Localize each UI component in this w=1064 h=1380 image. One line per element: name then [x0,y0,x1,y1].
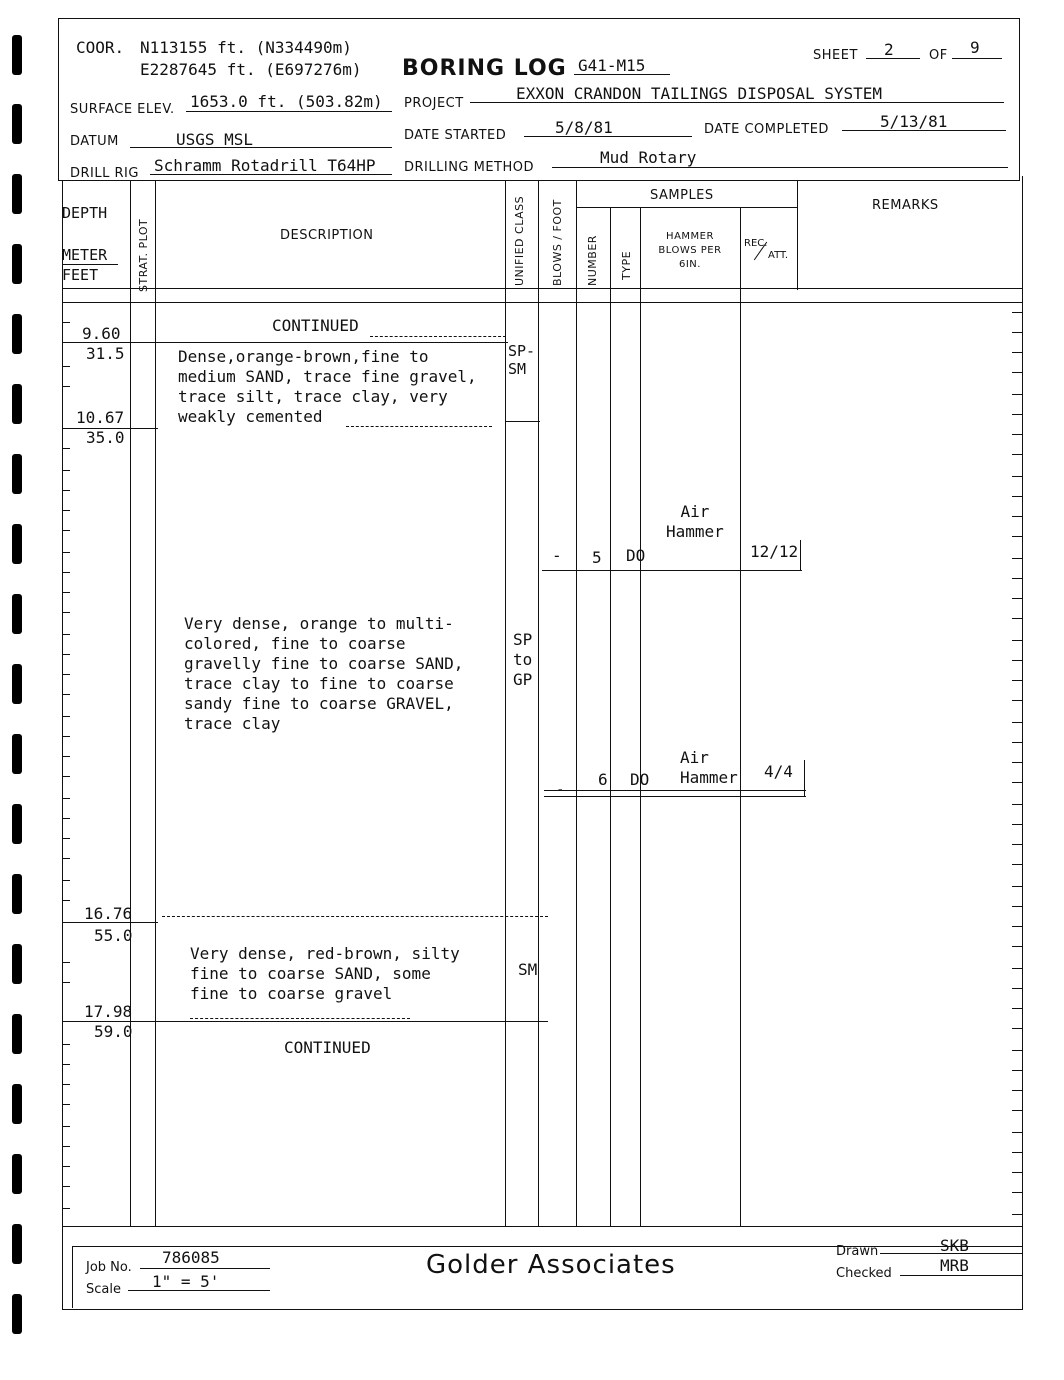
att-header: ATT. [768,250,789,261]
job-no-value: 786085 [162,1248,220,1267]
sample-5-hammer-blows: Air Hammer [666,502,724,541]
remarks-header: REMARKS [872,198,939,213]
stratum-3-class: SM [518,960,538,979]
depth-feet-1: 31.5 [86,344,125,363]
drawn-label: Drawn [836,1244,879,1259]
depth-meter-4: 17.98 [84,1002,133,1021]
sample-6-blows-foot: - [556,782,565,798]
strat-plot-header: STRAT. PLOT [137,218,150,292]
meter-header: METER [62,246,108,264]
company-name: Golder Associates [426,1250,676,1280]
sample-6-rec-att: 4/4 [764,762,793,781]
type-header: TYPE [620,250,633,280]
coor-line2: E2287645 ft. (E697276m) [140,60,362,79]
scale-value: 1" = 5' [152,1272,220,1291]
depth-header: DEPTH [62,204,108,222]
drill-rig-label: DRILL RIG [70,166,139,181]
depth-meter-2: 10.67 [76,408,125,427]
sample-6-type: DO [630,770,650,789]
stratum-continued-top: CONTINUED [272,316,359,335]
stratum-continued-bottom: CONTINUED [284,1038,371,1057]
sample-6-number: 6 [598,770,608,789]
stratum-3-description: Very dense, red-brown, silty fine to coarse SAND, some fine to coarse gravel [190,944,460,1003]
sample-5-blows-foot: - [552,546,562,565]
datum-label: DATUM [70,134,119,149]
scale-label: Scale [86,1282,121,1297]
number-header: NUMBER [586,235,599,286]
checked-value: MRB [940,1256,969,1275]
checked-label: Checked [836,1266,892,1281]
datum-value: USGS MSL [176,130,254,149]
date-completed-label: DATE COMPLETED [704,122,829,137]
boring-log-title: BORING LOG [402,56,567,81]
blows-foot-header: BLOWS / FOOT [551,199,564,286]
drilling-method-value: Mud Rotary [600,148,697,167]
stratum-2-class: SP to GP [513,630,533,689]
depth-feet-3: 55.0 [94,926,133,945]
rec-header: REC. [744,238,768,249]
stratum-1-class: SP- SM [508,342,536,378]
log-id: G41-M15 [578,56,646,75]
date-started-label: DATE STARTED [404,128,507,143]
hammer-blows-header: HAMMER BLOWS PER 6IN. [658,231,722,270]
depth-feet-4: 59.0 [94,1022,133,1041]
depth-meter-1: 9.60 [82,324,121,343]
depth-feet-2: 35.0 [86,428,125,447]
project-value: EXXON CRANDON TAILINGS DISPOSAL SYSTEM [516,84,883,103]
feet-header: FEET [62,266,99,284]
depth-meter-3: 16.76 [84,904,133,923]
surface-elev-label: SURFACE ELEV. [70,102,175,117]
coor-line1: N113155 ft. (N334490m) [140,38,352,57]
job-no-label: Job No. [86,1260,132,1275]
sheet-total: 9 [970,38,980,57]
drawn-value: SKB [940,1236,969,1255]
sample-5-number: 5 [592,548,602,567]
description-header: DESCRIPTION [280,228,374,243]
sample-5-rec-att: 12/12 [750,542,799,561]
sample-6-hammer-blows: Air Hammer [680,748,738,787]
sample-5-type: DO [626,546,646,565]
surface-elev-value: 1653.0 ft. (503.82m) [190,92,383,111]
project-label: PROJECT [404,96,464,111]
coor-label: COOR. [76,38,125,57]
date-started-value: 5/8/81 [555,118,613,137]
drilling-method-label: DRILLING METHOD [404,160,535,175]
of-label: OF [929,48,948,63]
stratum-1-description: Dense,orange-brown,fine to medium SAND, trace fine gravel, trace silt, trace clay, very weakly cemented [178,347,477,426]
drill-rig-value: Schramm Rotadrill T64HP [154,156,376,175]
date-completed-value: 5/13/81 [880,112,948,131]
stratum-2-description: Very dense, orange to multi- colored, fine to coarse gravelly fine to coarse SAND, trace clay to fine to coarse sandy fine to coarse GRAVEL, trace clay [184,614,464,733]
unified-class-header: UNIFIED CLASS [513,195,526,286]
samples-header: SAMPLES [650,188,714,203]
sheet-number: 2 [884,40,894,59]
sheet-label: SHEET [813,48,858,63]
